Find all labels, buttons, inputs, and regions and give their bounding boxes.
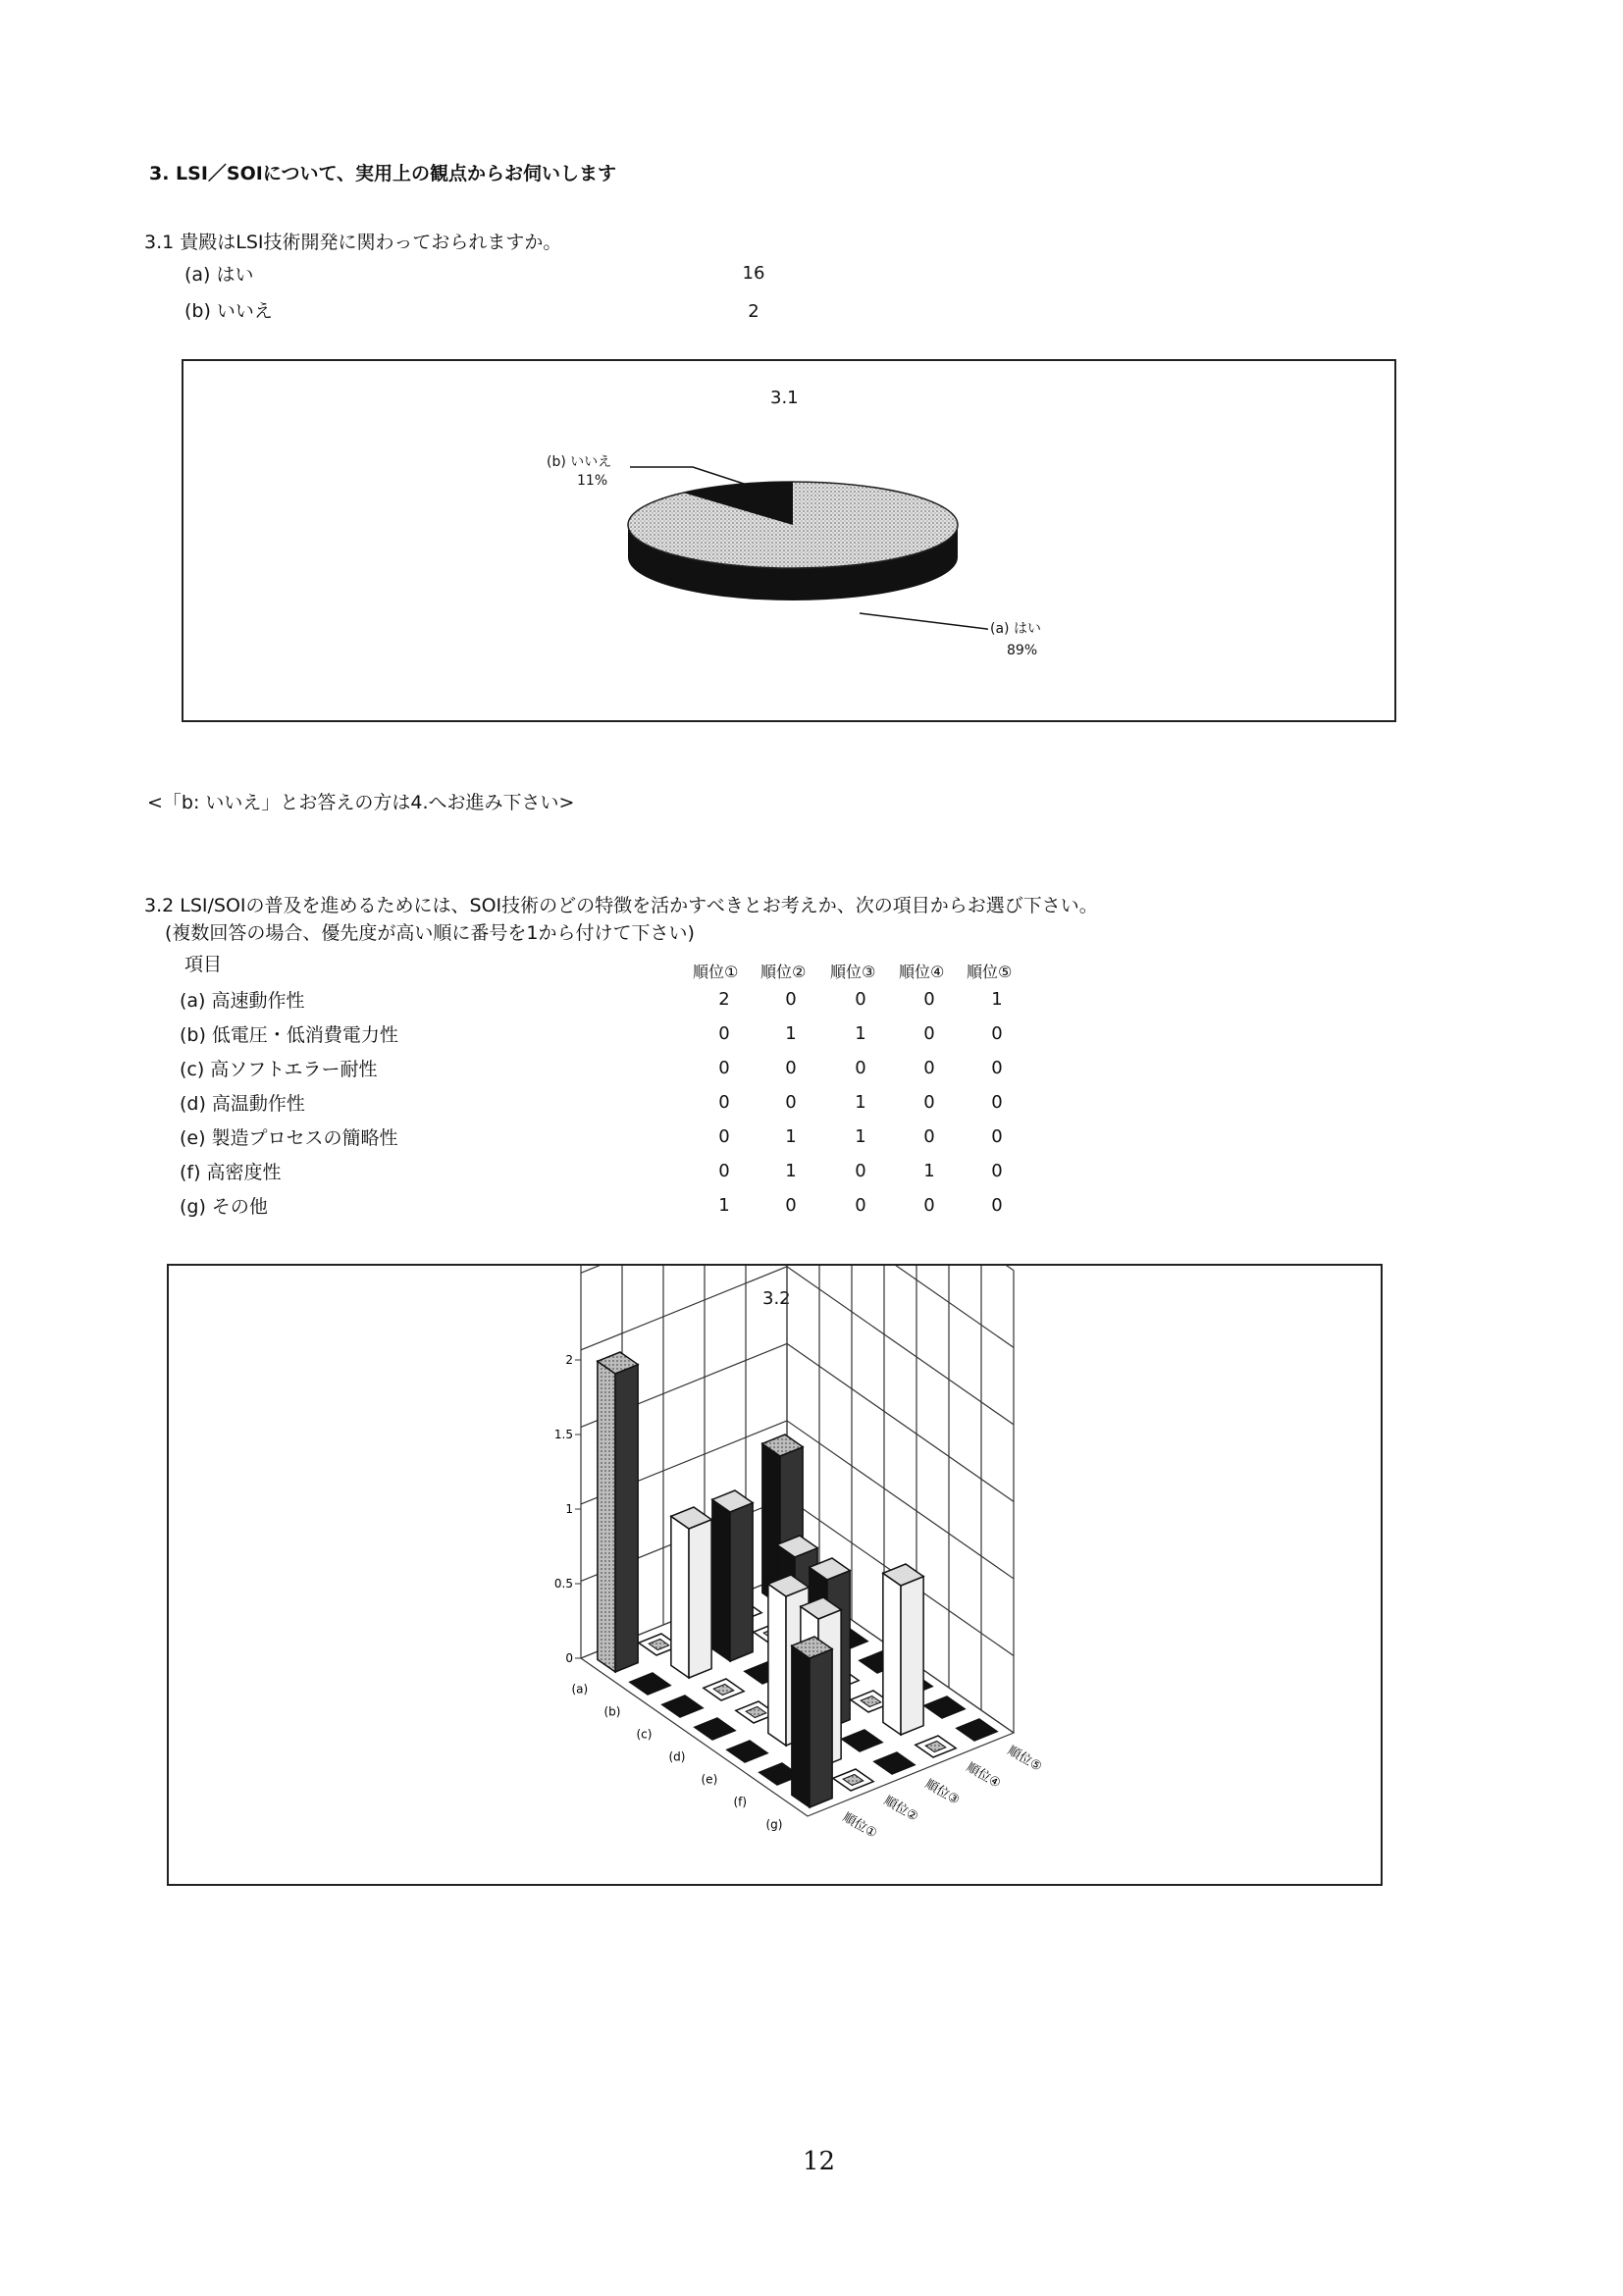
floor-marker [662, 1696, 703, 1717]
wall-grid-line [787, 1421, 1014, 1579]
bar-side [901, 1577, 923, 1735]
wall-grid-line [787, 1267, 1014, 1425]
category-label: (g) [765, 1817, 783, 1832]
q32-cell: 0 [785, 989, 797, 1010]
q32-item-header: 項目 [184, 954, 223, 975]
rank-header-5: 順位⑤ [967, 963, 1013, 981]
section-title: 3. LSI／SOIについて、実用上の観点からお伺いします [149, 163, 617, 184]
page-number: 12 [803, 2147, 836, 2176]
bar-side [689, 1520, 711, 1678]
q32-cell: 1 [785, 1161, 797, 1181]
pie-leader-a [860, 613, 987, 630]
q32-cell: 1 [855, 1126, 866, 1147]
q32-subnote: (複数回答の場合、優先度が高い順に番号を1から付けて下さい) [165, 922, 695, 944]
q32-cell: 0 [923, 1058, 935, 1078]
category-label: (e) [701, 1772, 718, 1787]
pie-pct-a: 89% [1007, 643, 1038, 658]
q32-cell: 2 [718, 989, 730, 1010]
z-tick-label: 1.5 [553, 1428, 573, 1441]
z-tick-label: 1 [565, 1502, 573, 1516]
q31-option-b-count: 2 [748, 301, 759, 322]
wall-grid-line [787, 1343, 1014, 1501]
q32-row-label: (d) 高温動作性 [180, 1093, 305, 1115]
q32-cell: 0 [718, 1126, 730, 1147]
q32-row-label: (a) 高速動作性 [180, 990, 305, 1012]
q32-cell: 0 [785, 1058, 797, 1078]
floor-marker [842, 1730, 882, 1751]
wall-grid-line [581, 1266, 787, 1273]
bar-face [671, 1516, 689, 1678]
q32-row-label: (g) その他 [180, 1196, 268, 1218]
rank-header-2: 順位② [760, 963, 807, 981]
floor-marker [727, 1741, 767, 1762]
category-label: (a) [571, 1682, 589, 1696]
category-label: (b) [603, 1704, 621, 1719]
pie-label-a: (a) はい [990, 621, 1041, 637]
rank-label: 順位② [881, 1793, 921, 1825]
q32-cell: 0 [923, 1126, 935, 1147]
q32-cell: 0 [991, 1161, 1003, 1181]
q32-cell: 0 [923, 1023, 935, 1044]
bar-face [883, 1573, 901, 1735]
q32-cell: 0 [785, 1195, 797, 1216]
q32-cell: 0 [855, 989, 866, 1010]
bar-side [730, 1503, 753, 1661]
q32-question: 3.2 LSI/SOIの普及を進めるためには、SOI技術のどの特徴を活かすべきとお考えか、次の項目からお選び下さい。 [144, 895, 1098, 916]
rank-header-3: 順位③ [830, 963, 876, 981]
q32-cell: 0 [718, 1092, 730, 1113]
q31-question: 3.1 貴殿はLSI技術開発に関わっておられますか。 [144, 232, 562, 253]
q31-option-a-count: 16 [742, 263, 765, 284]
rank-label: 順位① [840, 1809, 880, 1842]
q32-cell: 1 [785, 1126, 797, 1147]
chart-32-3d-bar [169, 1266, 1377, 1880]
q32-row-label: (f) 高密度性 [180, 1162, 282, 1183]
q31-option-b-label: (b) いいえ [184, 300, 273, 322]
q32-cell: 1 [923, 1161, 935, 1181]
floor-marker [924, 1696, 965, 1718]
pie-leader-b [630, 467, 744, 484]
q32-cell: 0 [991, 1195, 1003, 1216]
rank-label: 順位④ [964, 1759, 1004, 1792]
q32-cell: 0 [923, 989, 935, 1010]
q32-cell: 0 [923, 1092, 935, 1113]
rank-label: 順位⑤ [1005, 1743, 1045, 1775]
q32-row-label: (e) 製造プロセスの簡略性 [180, 1127, 398, 1149]
q32-row-label: (b) 低電圧・低消費電力性 [180, 1024, 398, 1046]
skip-note: <「b: いいえ」とお答えの方は4.へお進み下さい> [147, 792, 575, 813]
pie-pct-b: 11% [577, 473, 608, 489]
q32-cell: 0 [991, 1092, 1003, 1113]
q32-cell: 1 [855, 1092, 866, 1113]
floor-marker [630, 1673, 670, 1695]
floor-marker [874, 1752, 915, 1774]
z-tick-label: 0 [565, 1651, 573, 1665]
category-label: (d) [668, 1749, 686, 1764]
q32-cell: 0 [855, 1195, 866, 1216]
rank-header-1: 順位① [693, 963, 739, 981]
rank-header-4: 順位④ [899, 963, 945, 981]
bar-face [712, 1499, 730, 1661]
z-tick-label: 2 [565, 1353, 573, 1367]
rank-label: 順位③ [922, 1776, 963, 1808]
z-tick-label: 0.5 [553, 1577, 573, 1591]
wall-grid-line [787, 1266, 1014, 1347]
category-label: (f) [733, 1795, 748, 1809]
q32-cell: 0 [991, 1058, 1003, 1078]
floor-marker [957, 1719, 997, 1741]
q32-cell: 1 [991, 989, 1003, 1010]
q32-row-label: (c) 高ソフトエラー耐性 [180, 1059, 378, 1080]
q32-cell: 0 [718, 1023, 730, 1044]
bar-face [792, 1645, 810, 1807]
bar-side [810, 1649, 832, 1807]
chart-31-title: 3.1 [770, 388, 799, 408]
category-label: (c) [636, 1727, 653, 1742]
chart-32-title: 3.2 [762, 1288, 791, 1309]
pie-label-b: (b) いいえ [547, 454, 612, 470]
wall-grid-line [581, 1267, 787, 1350]
bar-face [768, 1584, 786, 1746]
q32-cell: 1 [855, 1023, 866, 1044]
bar-face [598, 1361, 615, 1672]
bar-side [615, 1365, 638, 1672]
q32-cell: 1 [718, 1195, 730, 1216]
q31-option-a-label: (a) はい [184, 264, 254, 286]
q32-cell: 0 [923, 1195, 935, 1216]
q32-cell: 0 [718, 1058, 730, 1078]
q32-cell: 0 [785, 1092, 797, 1113]
q32-cell: 0 [991, 1023, 1003, 1044]
floor-marker [695, 1718, 735, 1740]
q32-cell: 0 [991, 1126, 1003, 1147]
q32-cell: 0 [855, 1058, 866, 1078]
q32-cell: 0 [718, 1161, 730, 1181]
q32-cell: 0 [855, 1161, 866, 1181]
q32-cell: 1 [785, 1023, 797, 1044]
chart-31-pie [183, 361, 1391, 716]
